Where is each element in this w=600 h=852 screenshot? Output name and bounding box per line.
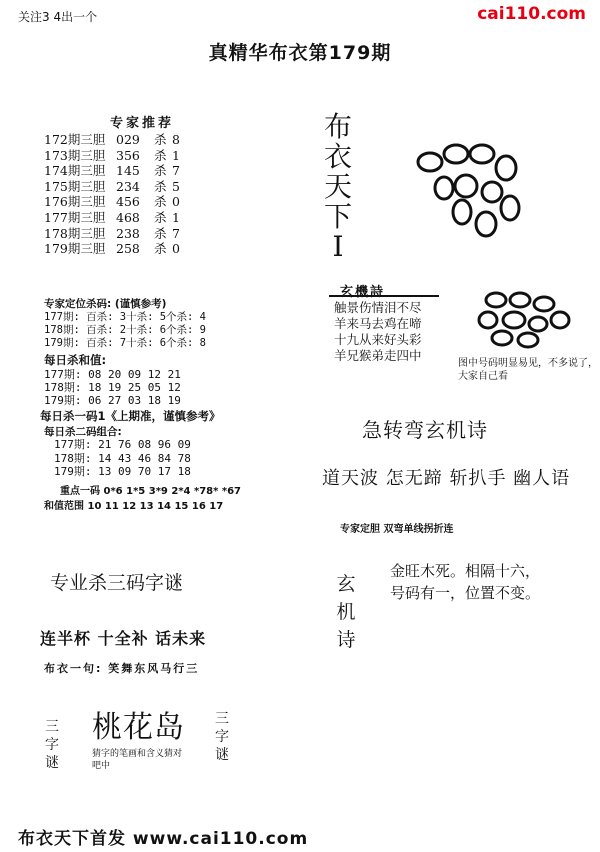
poem-line: 触景伤情泪不尽	[334, 300, 422, 315]
list-item: 177期: 百杀: 3十杀: 5个杀: 4	[44, 311, 207, 323]
list-item: 178期: 18 19 25 05 12	[44, 381, 181, 394]
xuanji-vertical-title: 玄机诗	[336, 573, 356, 651]
jizhuan-line: 道天波 怎无蹄 斩扒手 幽人语	[322, 468, 571, 489]
heavy-code: 重点一码 0*6 1*5 3*9 2*4 *78* *67	[60, 486, 241, 497]
pick-numbers: 238	[116, 225, 140, 241]
pick-kill-label: 杀	[154, 132, 167, 147]
puzzle-image-2	[474, 290, 574, 350]
pick-row	[44, 194, 180, 210]
pick-period: 172期三胆	[44, 132, 106, 147]
pick-kill-label: 杀	[154, 163, 167, 179]
riddle-main: 桃花岛	[92, 710, 185, 745]
pick-row	[44, 132, 180, 148]
pick-row	[44, 179, 180, 195]
riddle-note: 猜字的笔画和含义猜对吧中	[92, 749, 183, 771]
pick-numbers: 145	[116, 163, 140, 179]
xuanji-divider	[329, 295, 439, 297]
xuanji-poem	[334, 300, 444, 364]
pick-kill-label: 杀	[154, 241, 167, 257]
pick-numbers: 029	[116, 132, 140, 147]
pick-kill-label: 杀	[154, 209, 167, 225]
buyi-sentence: 布衣一句: 笑舞东风马行三	[44, 662, 200, 675]
buyi-vertical-title: 布衣天下I	[323, 110, 352, 263]
pick-numbers: 468	[116, 209, 140, 225]
pick-kill-label: 杀	[154, 194, 167, 210]
two-code-list	[54, 438, 191, 479]
pick-row	[44, 226, 180, 242]
list-item: 177期: 21 76 08 96 09	[54, 438, 191, 451]
xuanji-title: 玄機詩	[340, 285, 386, 300]
pick-kill-value: 0	[172, 194, 180, 210]
expert-picks-title: 专家推荐	[110, 116, 175, 131]
kill-three-title: 专业杀三码字谜	[50, 572, 184, 594]
pick-row	[44, 241, 180, 257]
position-kill-title: 专家定位杀码: (谨慎参考)	[44, 298, 167, 310]
site-logo: cai110.com	[477, 4, 586, 24]
sum-range: 和值范围 10 11 12 13 14 15 16 17	[44, 501, 224, 512]
pick-numbers: 456	[116, 194, 140, 210]
daily-sum-list	[44, 368, 181, 407]
poem-line: 金旺木死。相隔十六，	[390, 562, 541, 580]
pick-period: 178期三胆	[44, 225, 106, 241]
list-item: 177期: 08 20 09 12 21	[44, 368, 181, 381]
pick-kill-label: 杀	[154, 147, 167, 163]
single-kill-title: 每日杀一码1《上期准，谨慎参考》	[40, 409, 221, 423]
pick-period: 175期三胆	[44, 178, 106, 194]
kill-three-riddle: 连半杯 十全补 话未来	[40, 629, 207, 648]
pick-period: 177期三胆	[44, 209, 106, 225]
footer: 布衣天下首发 www.cai110.com	[18, 829, 309, 849]
two-code-title: 每日杀二码组合:	[44, 426, 122, 438]
list-item: 179期: 13 09 70 17 18	[54, 465, 191, 478]
pick-row	[44, 210, 180, 226]
pick-kill-value: 7	[172, 225, 180, 241]
puzzle-note: 图中号码明显易见，不多说了，大家自己看	[458, 358, 598, 382]
expert-heading: 专家定胆 双弯单线拐折连	[340, 524, 454, 535]
pick-period: 174期三胆	[44, 163, 106, 179]
daily-sum-title: 每日杀和值:	[44, 353, 107, 367]
page-title: 真精华布衣第179期	[208, 42, 392, 64]
pick-kill-value: 1	[172, 209, 180, 225]
poem-line: 羊来马去鸡在啼	[334, 316, 422, 331]
poem-line: 十九从来好头彩	[334, 332, 422, 347]
pick-numbers: 356	[116, 147, 140, 163]
poem-line: 羊兄猴弟走四中	[334, 348, 422, 363]
pick-period: 179期三胆	[44, 241, 106, 257]
pick-row	[44, 148, 180, 164]
xuanji-poem-text	[390, 560, 590, 604]
pick-kill-value: 7	[172, 163, 180, 179]
pick-kill-label: 杀	[154, 225, 167, 241]
pick-kill-value: 8	[172, 132, 180, 147]
expert-picks-list	[44, 132, 180, 257]
jizhuan-title: 急转弯玄机诗	[362, 418, 488, 442]
pick-kill-value: 5	[172, 178, 180, 194]
right-riddle-label: 三字谜	[215, 711, 229, 763]
poem-line: 号码有一，位置不变。	[390, 584, 541, 602]
pick-kill-label: 杀	[154, 178, 167, 194]
pick-numbers: 258	[116, 241, 140, 257]
position-kill-list	[44, 311, 206, 350]
left-riddle-label: 三字谜	[45, 719, 59, 771]
list-item: 179期: 百杀: 7十杀: 6个杀: 8	[44, 337, 207, 349]
pick-period: 173期三胆	[44, 147, 106, 163]
list-item: 179期: 06 27 03 18 19	[44, 394, 181, 407]
puzzle-image-1	[410, 140, 530, 250]
pick-row	[44, 163, 180, 179]
top-note: 关注3 4出一个	[18, 10, 98, 24]
pick-kill-value: 0	[172, 241, 180, 257]
pick-period: 176期三胆	[44, 194, 106, 210]
pick-numbers: 234	[116, 178, 140, 194]
pick-kill-value: 1	[172, 147, 180, 163]
list-item: 178期: 14 43 46 84 78	[54, 451, 191, 465]
list-item: 178期: 百杀: 2十杀: 6个杀: 9	[44, 324, 207, 336]
